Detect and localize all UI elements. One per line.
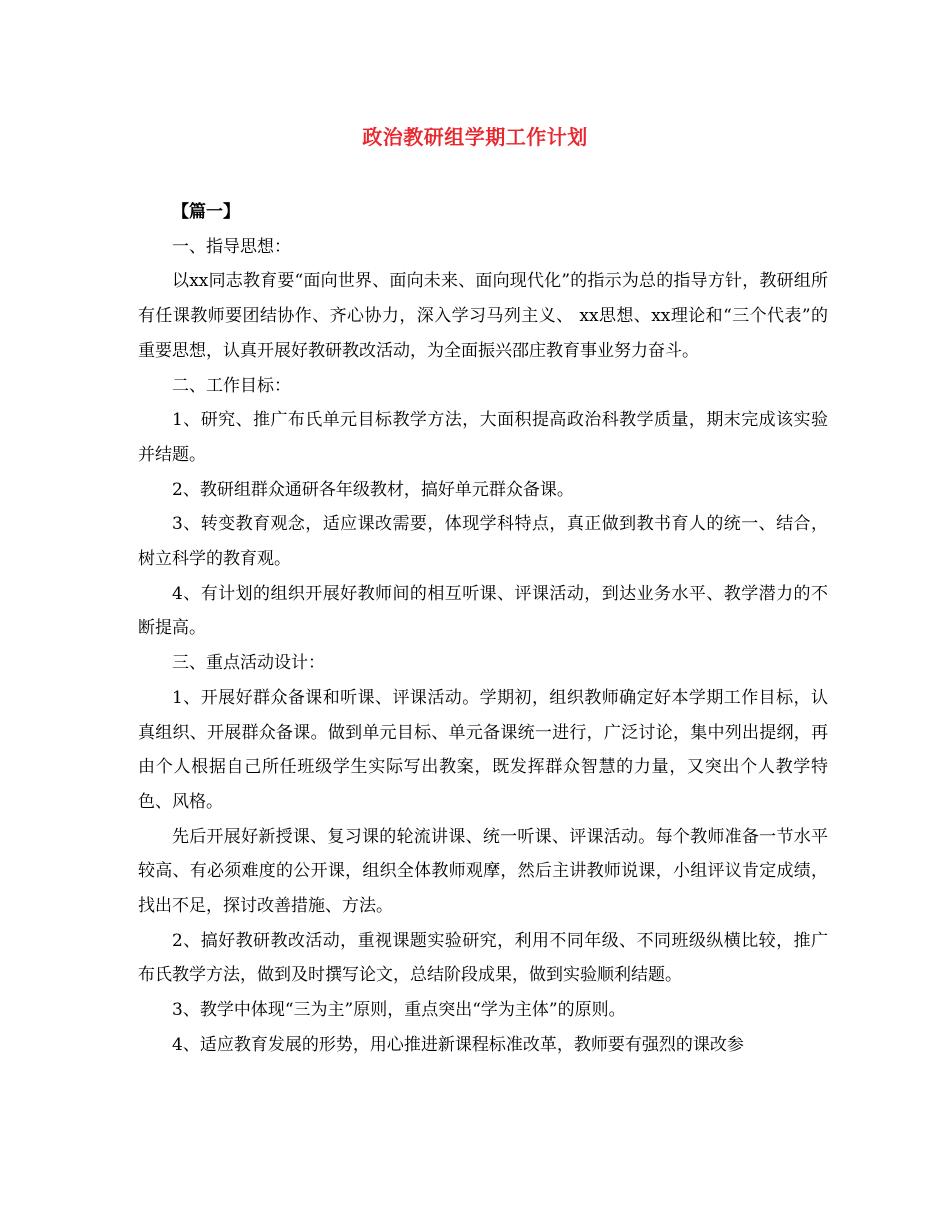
paragraph: 1、开展好群众备课和听课、评课活动。学期初，组织教师确定好本学期工作目标，认真组织、开展群众备课。做到单元目标、单元备课统一进行，广泛讨论，集中列出提纲，再由个人根据自己所任班级学生实际写出教案，既发挥群众智慧的力量，又突出个人教学特色、风格。 [138, 687, 828, 812]
section-heading: 三、重点活动设计： [172, 653, 325, 674]
document-title: 政治教研组学期工作计划 [362, 125, 588, 149]
section-heading: 二、工作目标： [172, 375, 291, 396]
section-heading: 一、指导思想： [172, 236, 291, 257]
section-label: 【篇一】 [172, 202, 240, 222]
paragraph: 先后开展好新授课、复习课的轮流讲课、统一听课、评课活动。每个教师准备一节水平较高、有必须难度的公开课，组织全体教师观摩，然后主讲教师说课，小组评议肯定成绩，找出不足，探讨改善措施、方法。 [138, 826, 828, 917]
paragraph: 4、适应教育发展的形势，用心推进新课程标准改革，教师要有强烈的课改参 [172, 1034, 744, 1055]
paragraph: 以xx同志教育要“面向世界、面向未来、面向现代化”的指示为总的指导方针，教研组所有任课教师要团结协作、齐心协力，深入学习马列主义、 xx思想、xx理论和“三个代表”的重要思想，认真开展好教研教改活动，为全面振兴邵庄教育事业努力奋斗。 [138, 271, 828, 361]
paragraph: 2、教研组群众通研各年级教材，搞好单元群众备课。 [172, 479, 574, 500]
paragraph: 3、转变教育观念，适应课改需要，体现学科特点，真正做到教书育人的统一、结合，树立科学的教育观。 [138, 514, 828, 570]
paragraph: 1、研究、推广布氏单元目标教学方法，大面积提高政治科教学质量，期末完成该实验并结题。 [138, 410, 828, 465]
paragraph: 4、有计划的组织开展好教师间的相互听课、评课活动，到达业务水平、教学潜力的不断提高。 [138, 583, 828, 639]
paragraph: 2、搞好教研教改活动，重视课题实验研究，利用不同年级、不同班级纵横比较，推广布氏教学方法，做到及时撰写论文，总结阶段成果，做到实验顺利结题。 [138, 930, 828, 986]
paragraph: 3、教学中体现“三为主”原则，重点突出“学为主体”的原则。 [172, 1000, 626, 1021]
document-body [138, 195, 828, 1063]
